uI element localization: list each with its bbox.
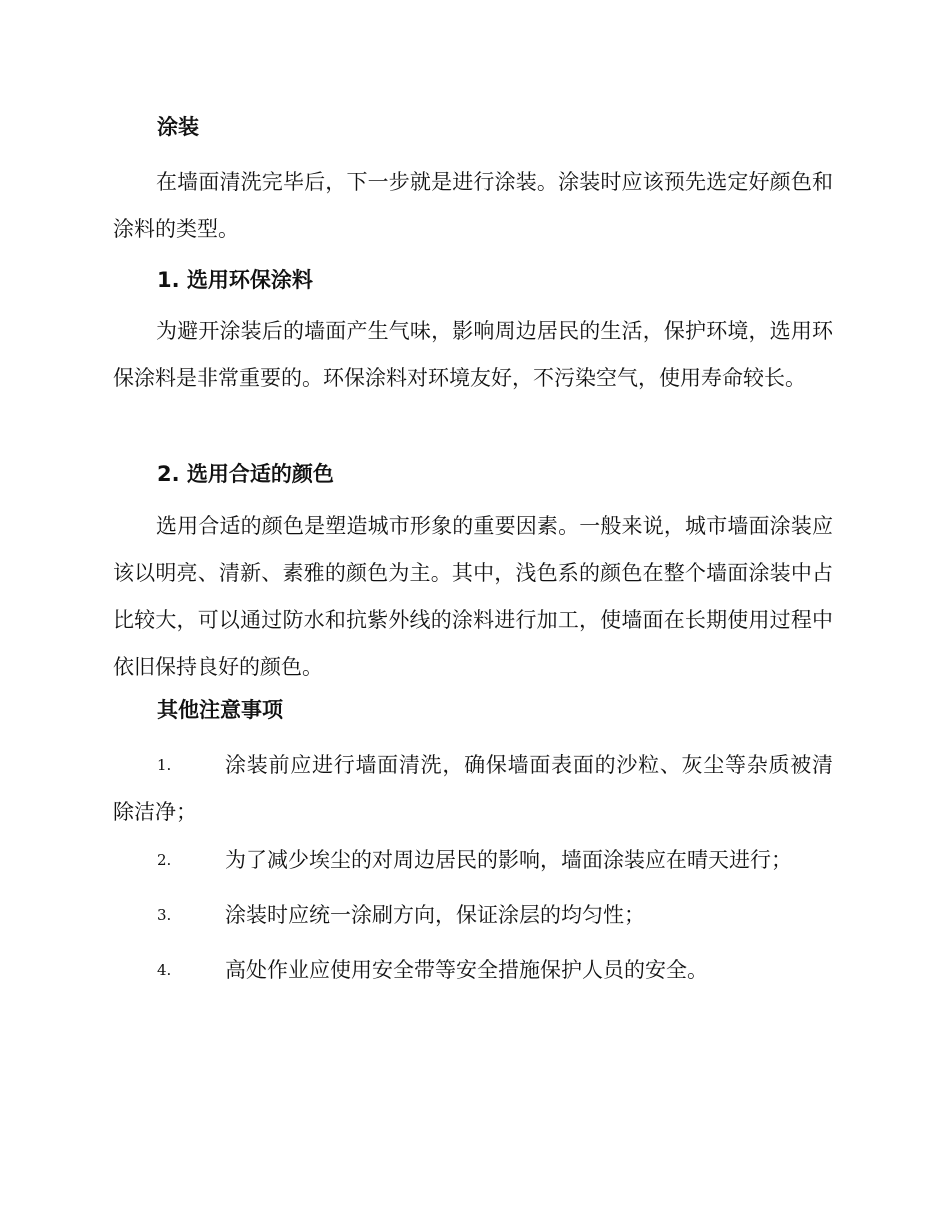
list-item-number: 4. [157,961,172,979]
list-item-number: 2. [157,851,172,869]
list-item: 为了减少埃尘的对周边居民的影响，墙面涂装应在晴天进行； [225,848,792,872]
list-item-number: 3. [157,906,172,924]
paragraph-eco-paint: 为避开涂装后的墙面产生气味，影响周边居民的生活，保护环境，选用环保涂料是非常重要的。环保涂料对环境友好，不污染空气，使用寿命较长。 [113,319,833,390]
list-item: 涂装前应进行墙面清洗，确保墙面表面的沙粒、灰尘等杂质被清除洁净； [113,753,833,824]
list-item: 涂装时应统一涂刷方向，保证涂层的均匀性； [225,903,645,927]
section-heading-color: 2. 选用合适的颜色 [157,462,334,486]
paragraph-color: 选用合适的颜色是塑造城市形象的重要因素。一般来说，城市墙面涂装应该以明亮、清新、素雅的颜色为主。其中，浅色系的颜色在整个墙面涂装中占比较大，可以通过防水和抗紫外线的涂料进行加工，使墙面在长期使用过程中依旧保持良好的颜色。 [113,514,833,679]
section-heading-painting: 涂装 [157,115,199,139]
section-heading-notes: 其他注意事项 [157,698,283,722]
section-heading-eco-paint: 1. 选用环保涂料 [157,268,313,292]
list-item: 高处作业应使用安全带等安全措施保护人员的安全。 [225,958,708,982]
list-item-number: 1. [157,756,172,774]
paragraph-painting: 在墙面清洗完毕后，下一步就是进行涂装。涂装时应该预先选定好颜色和涂料的类型。 [113,170,833,241]
